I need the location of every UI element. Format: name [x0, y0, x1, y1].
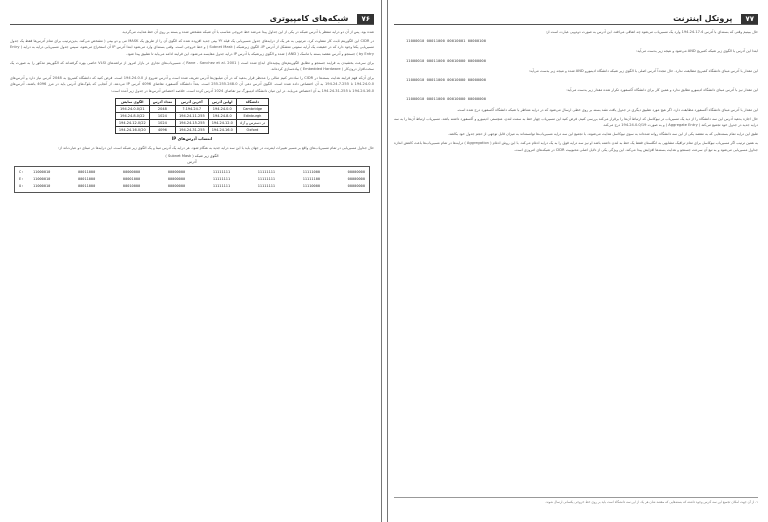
table-row: [115, 119, 268, 126]
table-cell: Edinburgh: [236, 112, 268, 119]
table-cell: 2048: [149, 105, 175, 112]
binary-row: [19, 169, 365, 176]
table-row: [115, 112, 268, 119]
paragraph: طبق این درایه تمام بسته‌هایی که به مقصد یکی از این سه دانشگاه روانه شده‌اند به سوی نیوکاسل هدایت می‌شوند. با تجمیع این سه درایه مسیریاب‌ها توانسته‌اند به میزان قابل توجهی از حجم جدول خود بکاهند.: [447, 132, 758, 137]
table-cell: 194.24.7.?: [176, 105, 209, 112]
binary-cell: 11000010: [33, 177, 51, 182]
binary-cell: 11000010: [33, 184, 51, 189]
binary-cell: 00000000: [167, 177, 186, 182]
column-header: دانشگاه: [236, 98, 268, 105]
binary-row: [19, 176, 365, 183]
paragraph: حال اجازه بدهید آدرس این سه دانشگاه را از دید یک مسیریاب در نیوکاسل که ارتباط آن‌ها را برقرار می‌کند بررسی کنیم. فرض کنید این مسیریاب چهار خط به سمت لندن، منچستر، ادینبورو و آکسفورد داشته باشد. مسیریاب ارتباط آن‌ها را به سه درایه جدید در جدول خود تجمیع می‌کند ( Aggregate Entry ) و به صورت 194.24.0.0/19 درج می‌کند.: [394, 116, 758, 128]
binary-cell: 00001000: [122, 177, 141, 182]
binary-line: 11000010 00011000 00010001 00000100: [406, 38, 487, 44]
binary-cell: 11111111: [257, 177, 276, 182]
binary-cell: 11111100: [302, 177, 321, 182]
binary-cell: 11111111: [257, 170, 276, 175]
book-gutter: [381, 0, 388, 522]
right-page: [394, 8, 758, 514]
table-cell: 194.24.0.0/21: [115, 105, 149, 112]
binary-cell: 11000010: [33, 170, 51, 175]
binary-cell: 00011000: [77, 170, 96, 175]
table-cell: 194.24.8.0: [208, 112, 236, 119]
paragraph: این مقدار با آدرس مبنای دانشگاه آکسفورد مطابقت دارد. اگر هیچ مورد تطبیق دیگری در جدول یافت نشد بسته بر روی خطی ارسال می‌شود که در درایه متناظر با شبکه دانشگاه آکسفورد درج شده است.: [456, 107, 758, 112]
binary-cell: 11111111: [212, 170, 231, 175]
table-cell: 194.24.16.0: [208, 126, 236, 133]
paragraph: به همین ترتیب اگر مسیریاب نیوکاسل برای تمام ترافیک مشابهی به انگلستان فقط یک خط به لندن داشته باشد او نیز سه درایه فوق را به یک درایه ادغام می‌کند. با این روش ادغام ( Aggregation ) درایه‌ها در تمام مسیریاب‌ها باعث کاهش اندازه جداول مسیریابی می‌شود و به تبع آن سرعت جستجو و هدایت بسته‌ها افزایش پیدا می‌کند. این ویژگی یکی از دلایل اصلی محبوبیت CIDR در شبکه‌های امروزی است.: [394, 141, 758, 152]
left-page: [10, 8, 374, 514]
binary-cell: 11111000: [302, 170, 321, 175]
binary-cell: 00000000: [167, 184, 186, 189]
running-head: شبکه‌های کامپیوتری: [269, 14, 349, 23]
table-header-row: [115, 98, 268, 105]
column-header: تعداد آدرس: [149, 98, 175, 105]
row-label: E:: [19, 177, 24, 182]
binary-cell: 00011000: [77, 177, 96, 182]
binary-cell: 00010000: [122, 184, 141, 189]
paragraph: برای آن‌که فهم فرایند هدایت بسته‌ها در CIDR را ساده‌تر کنیم مثالی را مدنظر قرار بدهید که در آن میلیون‌ها آدرس تعریف شده است و آدرس شروع از 194.24.0.0 است. فرض کنید که دانشگاه کمبریج به 2048 آدرس نیاز دارد و آدرس‌های 194.24.0.0 تا 194.24.7.255 به آن اختصاص داده شده است. الگوی آدرس دهی آن 255.255.248.0 است. بعداً دانشگاه آکسفورد تقاضای 4096 آدرس IP می‌دهد. از آنجایی که بلوک‌های آدرس باید در مرز 4096 باشند، آدرس‌های 194.24.16.0 تا 194.24.31.255 به آن اختصاص می‌یابد. در این میان دانشگاه ادینبورگ نیز تقاضای 1024 آدرس کرده است. خلاصه اختصاص آدرس‌ها در جدول زیر آمده است:: [10, 76, 374, 93]
paragraph: این مقدار با آدرس مبنای دانشگاه کمبریج مطابقت ندارد. حال مجدداً آدرس اصلی با الگوی زیر شبکه دانشگاه ادینبورو AND شده و نتیجه زیر بدست می‌آید:: [528, 68, 758, 73]
row-label: C:: [19, 170, 24, 175]
binary-cell: 00000000: [347, 184, 365, 189]
address-assignment-table: [115, 98, 269, 134]
binary-cell: 00000000: [167, 170, 186, 175]
binary-cell: 11111111: [212, 177, 231, 182]
paragraph: برای سرعت بخشیدن به فرایند جستجو و تطابق الگوریتم‌های پیچیده‌ای ابداع شده است ( Rane - Sanchez et al. 2001 ). مسیریاب‌های تجاری در بازار امروز از تراشه‌های VLSI خاصی بهره گرفته‌اند که الگوریتم مذکور را به صورت یک سخت‌افزار درون‌کار ( Embedded Hardware ) پیاده‌سازی کرده‌اند.: [10, 60, 374, 72]
left-body-text-after-table: [10, 145, 374, 151]
table-cell: 4096: [149, 126, 175, 133]
table-cell: 194.24.0.0: [208, 105, 236, 112]
right-body-text: [394, 29, 758, 153]
subnet-mask-title: الگوی زیر شبکه ( Subnet Mask ): [165, 154, 219, 159]
binary-cell: 11111111: [257, 184, 276, 189]
table-cell: 1024: [149, 119, 175, 126]
binary-row: [19, 183, 365, 190]
table-cell: 194.24.12.0/22: [115, 119, 149, 126]
binary-cell: 11111111: [212, 184, 231, 189]
table-cell: در دسترس و آزاد: [236, 119, 268, 126]
paragraph: حال ببینیم وقتی که بسته‌ای با آدرس 194.24.17.4 وارد یک مسیریاب می‌شود چه اتفاقی می‌افتد. این آدرس به صورت دودویی عبارت است از:: [545, 30, 758, 34]
table-caption: انتساب آدرس‌های IP: [171, 135, 213, 141]
column-header: آخرین آدرس: [176, 98, 209, 105]
table-row: [115, 126, 268, 133]
binary-line: 11000010 00011000 00010000 00000000: [406, 77, 487, 83]
binary-mask-box: [14, 166, 370, 193]
page-number: ۷۷: [741, 14, 758, 24]
column-header: اولین آدرس: [208, 98, 236, 105]
binary-cell: 00011000: [77, 184, 96, 189]
table-cell: 194.24.11.255: [176, 112, 209, 119]
table-cell: 194.24.8.0/22: [115, 112, 149, 119]
binary-cell: 00000000: [347, 177, 365, 182]
binary-cell: 00000000: [122, 170, 141, 175]
address-title: آدرس: [187, 159, 197, 165]
paragraph: حال جداول مسیریابی در تمام مسیریاب‌های واقع بر مسیر تغییرات اینترنت در جهان باید با این سه درایه جدید به هنگام شود. هر درایه یک آدرس مبنا و یک الگوی زیر شبکه است. این درایه‌ها در مبنای دو عبارت‌اند از:: [57, 145, 374, 150]
column-header: الگوی نمایش: [115, 98, 149, 105]
table-cell: 194.24.12.0: [208, 119, 236, 126]
binary-cell: 11110000: [302, 184, 321, 189]
page-number: ۷۶: [357, 14, 374, 24]
paragraph: این مقدار نیز با آدرس مبنای دانشگاه ادینبورو تطابق ندارد و همین کار برای دانشگاه آکسفورد تکرار شده مقدار زیر بدست می‌آید:: [566, 88, 758, 93]
paragraph: ابتدا این آدرس با الگوی زیر شبکه کمبریج AND می‌شود و نتیجه زیر بدست می‌آید:: [636, 49, 758, 54]
left-body-text: [10, 29, 374, 94]
paragraph: شده بود. پس از آن دو درایه منتظر با آدرس شبکه در یکی از این جداول پیدا می‌شد خط خروجی مناسب با آن شبکه مشخص شده و بسته بر روی آن خط هدایت می‌گردید.: [121, 30, 374, 34]
binary-cell: 00000000: [347, 170, 365, 175]
footnote: ۱. از آن جهت امکان تجمیع این سه آدرس وجود داشته که بسته‌هایی که مقصد شان هر یک از این سه دانشگاه است باید بر روی خط خروجی یکسانی ارسال شوند.: [394, 497, 758, 504]
table-cell: Cambridge: [236, 105, 268, 112]
table-cell: 194.24.31.255: [176, 126, 209, 133]
binary-line: 11000010 00011000 00010000 00000000: [406, 96, 487, 102]
table-cell: 1024: [149, 112, 175, 119]
left-page-header: [10, 8, 374, 25]
paragraph: در CIDR این الگوریتم ثابت کار متفاوت کرد. مرتوبی به هر یک از درایه‌های جدول مسیریابی یک فیلد ۳۲ بیتی جدید افزوده شده که الگوی آن را از طریق یک MASK می و دو بیتی ( مشخص می‌کند. بدین‌ترتیب برای تمام آدرس‌ها فقط یک جدول مسیریابی یکتا وجود دارد که در حقیقت یک آرایه ستونی متشکل از آدرس IP، الگوی زیرشبکه ( Subnet Mask ) و خط خروجی است. وقتی بسته‌ای وارد می‌شود ابتدا آدرس IP آن استخراج می‌شود، سپس جدول مسیریابی درایه به درایه ( Entry by Entry ) جستجو و آدرس مقصد بسته با ماسک ( AND ) شده و الگوی زیرشبکه با آدرس IP درایه جدول مقایسه می‌شود. این فرایند ادامه می‌یابد تا تطبیق پیدا شود.: [10, 39, 374, 56]
table-cell: 194.24.16.0/20: [115, 126, 149, 133]
table-cell: Oxford: [236, 126, 268, 133]
row-label: O:: [19, 184, 24, 189]
table-row: [115, 105, 268, 112]
table-cell: 194.24.15.255: [176, 119, 209, 126]
running-head: پروتکل اینترنت: [673, 14, 733, 23]
right-page-header: [394, 8, 758, 25]
binary-line: 11000010 00011000 00010000 00000000: [406, 57, 487, 63]
